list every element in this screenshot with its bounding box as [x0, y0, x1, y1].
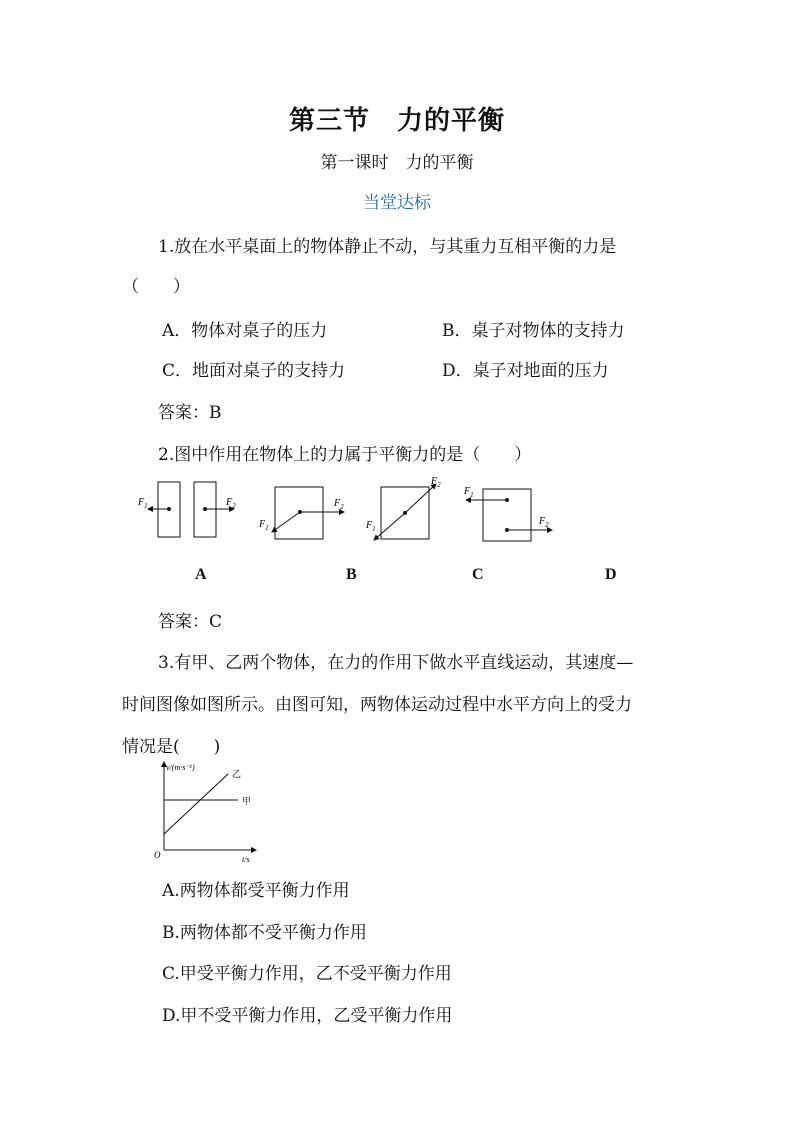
- b-f2-sub: 2: [340, 503, 344, 511]
- q3-stem-line2: 时间图像如图所示。由图可知，两物体运动过程中水平方向上的受力: [122, 695, 632, 715]
- b-f1-sub: 1: [265, 524, 269, 532]
- svg-text:F2: [333, 498, 344, 511]
- d-f1-label: F: [464, 486, 471, 497]
- a-f2-label: F: [226, 497, 233, 508]
- d-f1-sub: 1: [470, 491, 474, 499]
- q1-option-d: D．桌子对地面的压力: [442, 361, 609, 381]
- q2-label-c: C: [472, 566, 484, 583]
- a-f1-sub: 1: [144, 502, 148, 510]
- graph-ylabel: v/(m·s⁻¹): [166, 763, 195, 772]
- c-f1-label: F: [366, 520, 373, 531]
- q1-option-c: C．地面对桌子的支持力: [162, 361, 346, 381]
- q3-stem-line3: 情况是( ): [122, 737, 221, 757]
- q3-option-b: B.两物体都不受平衡力作用: [162, 923, 367, 943]
- q1-option-a: A．物体对桌子的压力: [162, 321, 328, 341]
- q3-stem-line1: 3.有甲、乙两个物体，在力的作用下做水平直线运动，其速度—: [158, 653, 634, 673]
- q3-option-d: D.甲不受平衡力作用，乙受平衡力作用: [162, 1006, 453, 1026]
- a-f1-label: F: [138, 497, 145, 508]
- lesson-subtitle: 第一课时 力的平衡: [320, 153, 474, 173]
- svg-text:F1: [463, 486, 474, 499]
- figure-b: [258, 487, 344, 539]
- d-f2-sub: 2: [545, 521, 549, 529]
- d-f2-label: F: [539, 516, 546, 527]
- c-f2-sub: 2: [437, 481, 441, 489]
- svg-text:F1: [137, 497, 148, 510]
- q3-option-a: A.两物体都受平衡力作用: [162, 881, 350, 901]
- svg-text:F2: [225, 497, 236, 510]
- svg-text:F2: [430, 476, 441, 489]
- q2-label-b: B: [346, 566, 357, 583]
- q3-velocity-time-graph: [150, 758, 270, 866]
- c-f2-label: F: [431, 476, 438, 487]
- figure-a: [137, 482, 236, 537]
- b-f2-label: F: [334, 498, 341, 509]
- svg-text:F1: [258, 519, 269, 532]
- a-f2-sub: 2: [232, 502, 236, 510]
- graph-origin: O: [154, 850, 161, 860]
- q1-answer: 答案：B: [158, 403, 222, 423]
- q2-label-a: A: [195, 566, 207, 583]
- q1-option-b: B．桌子对物体的支持力: [442, 321, 625, 341]
- svg-text:F1: [365, 520, 376, 533]
- q1-blank: （ ）: [122, 277, 190, 297]
- figure-d: [463, 486, 552, 541]
- svg-text:F2: [538, 516, 549, 529]
- q2-force-diagrams: [130, 472, 570, 552]
- figure-c: [365, 476, 441, 540]
- q3-option-c: C.甲受平衡力作用，乙不受平衡力作用: [162, 964, 452, 984]
- graph-label-jia: 甲: [242, 796, 252, 806]
- q2-label-d: D: [605, 566, 617, 583]
- q1-stem: 1.放在水平桌面上的物体静止不动，与其重力互相平衡的力是: [158, 237, 617, 257]
- c-f1-sub: 1: [372, 525, 376, 533]
- graph-label-yi: 乙: [232, 769, 242, 779]
- q2-answer: 答案：C: [158, 612, 223, 632]
- graph-xlabel: t/s: [242, 855, 250, 864]
- page-title: 第三节 力的平衡: [288, 106, 505, 136]
- line-yi: [164, 774, 228, 834]
- b-f1-label: F: [259, 519, 266, 530]
- q2-stem: 2.图中作用在物体上的力属于平衡力的是（ ）: [158, 445, 532, 465]
- section-heading: 当堂达标: [363, 193, 431, 213]
